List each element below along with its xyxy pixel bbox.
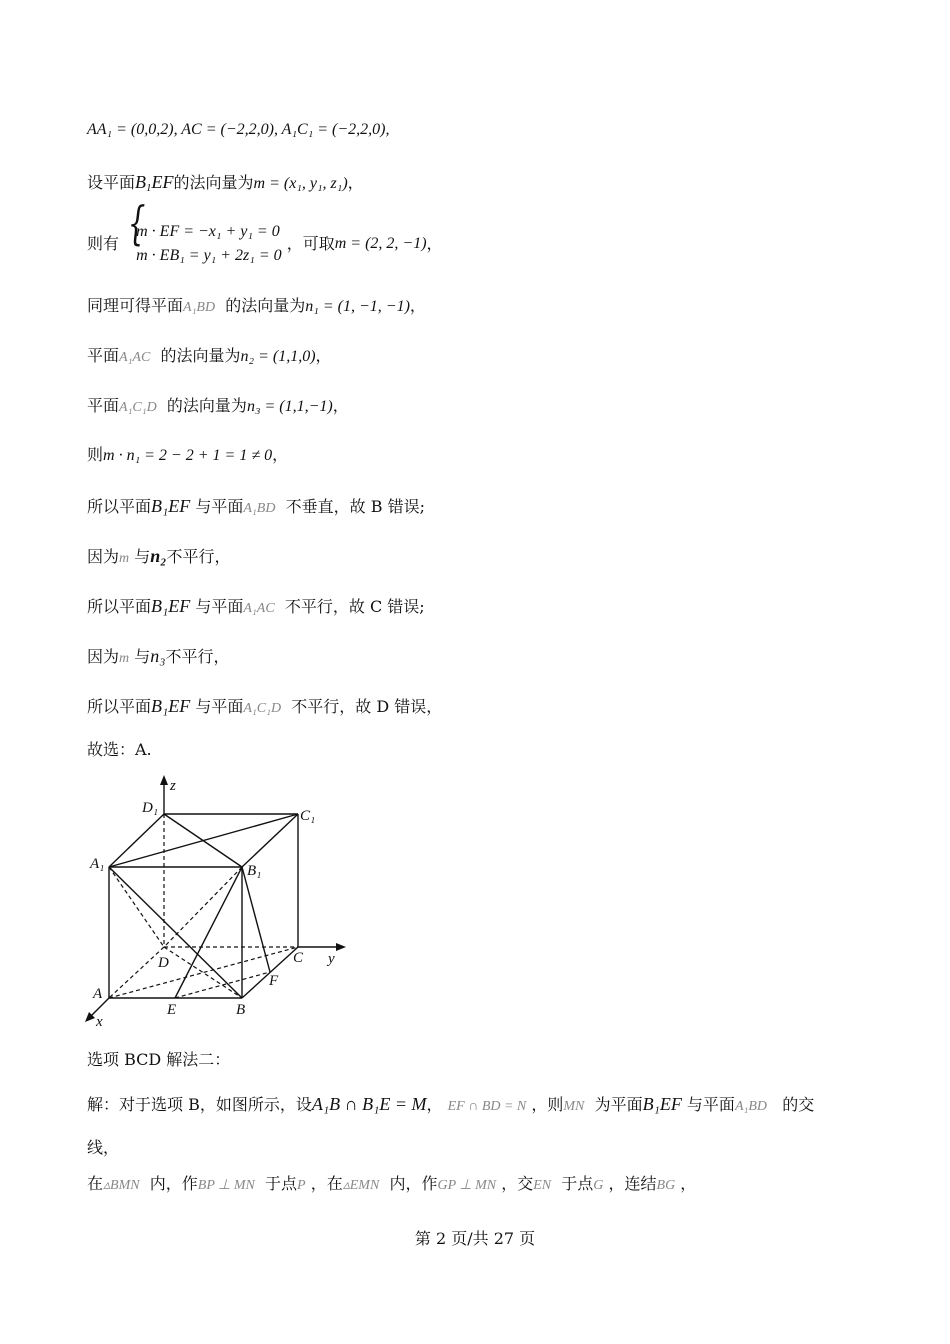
text: 平面 (87, 396, 120, 415)
parallel-check-n2 (87, 544, 231, 571)
vector-n1: n₁ = (1, −1, −1) (305, 298, 410, 315)
text: 则 (87, 445, 104, 464)
text: ， (347, 173, 364, 192)
text: 与平面 (195, 497, 244, 516)
math-expr: BP ⊥ MN (197, 1178, 255, 1193)
vector-m-value: m = (2, 2, −1) (334, 235, 427, 252)
math-expr: ▵BMN (103, 1178, 140, 1193)
text: ， (680, 1174, 697, 1193)
text: 所以平面 (87, 597, 152, 616)
math-expr: G (593, 1178, 604, 1193)
text: ， (426, 234, 443, 253)
segment-a1b (109, 867, 242, 998)
text: ， (332, 396, 349, 415)
math-expr: A₁B ∩ B₁E = M (311, 1094, 427, 1114)
hidden-edge (109, 867, 164, 947)
text: 与平面 (195, 697, 244, 716)
label-e: E (167, 1002, 177, 1018)
normal-vector-n3 (87, 394, 349, 420)
conclusion-b (87, 494, 425, 521)
text: 平面 (87, 346, 120, 365)
text: ，连结 (608, 1174, 657, 1193)
label-f: F (269, 973, 279, 989)
math-expr: BG (656, 1178, 676, 1193)
text: 解：对于选项 B，如图所示，设 (87, 1095, 312, 1114)
solution-line-3 (87, 1172, 696, 1198)
vector-label: m (119, 651, 130, 666)
plane-label: A₁C₁D (243, 701, 282, 716)
text: 因为 (87, 647, 120, 666)
text: 于点 (265, 1174, 298, 1193)
text: ，交 (501, 1174, 534, 1193)
z-arrow (160, 775, 168, 785)
text: ， (315, 346, 332, 365)
dot-product: m · n₁ = 2 − 2 + 1 = 1 ≠ 0 (103, 447, 273, 464)
label-x: x (96, 1014, 103, 1030)
plane-label: B₁EF (151, 596, 191, 616)
label-a1: A₁ (90, 856, 105, 872)
math-expr: MN (563, 1099, 585, 1114)
vector-label: n₃ (150, 646, 166, 666)
method-two-heading: 选项 BCD 解法二： (87, 1050, 231, 1069)
plane-label: A₁AC (243, 601, 275, 616)
text: 不平行， (165, 647, 230, 666)
text: ， (409, 296, 426, 315)
text: 于点 (561, 1174, 594, 1193)
y-arrow (336, 943, 346, 951)
vector-label: n₂ (150, 546, 167, 566)
text: 的交 (782, 1095, 815, 1114)
text: 因为 (87, 547, 120, 566)
equation-1: { m · EF = −x₁ + y₁ = 0 (136, 223, 280, 240)
text: 的法向量为 (225, 296, 306, 315)
text: 的法向量为 (160, 346, 241, 365)
normal-vector-n2 (87, 344, 332, 370)
vector-line: AA₁ = (0,0,2), AC = (−2,2,0), A₁C₁ = (−2,2,0), (87, 121, 390, 138)
text: 设平面 (87, 173, 136, 192)
plane-label: A₁BD (243, 501, 276, 516)
equation-system-line (87, 220, 443, 268)
math-expr: P (297, 1178, 306, 1193)
text: 所以平面 (87, 697, 152, 716)
text: 不平行， (166, 547, 231, 566)
text: 不平行，故 D 错误， (291, 697, 443, 716)
solution-line-1 (87, 1092, 814, 1119)
label-a: A (93, 986, 103, 1002)
text: 所以平面 (87, 497, 152, 516)
equation-system (124, 220, 282, 268)
text: 的法向量为 (166, 396, 247, 415)
conclusion-c (87, 594, 425, 621)
math-expr: EF ∩ BD = N (447, 1099, 527, 1114)
text: 与 (134, 547, 151, 566)
text: 同理可得平面 (87, 296, 184, 315)
label-b: B (236, 1002, 246, 1018)
solution-line-2: 线， (87, 1138, 120, 1157)
cube-figure (82, 772, 352, 1034)
label-c1: C₁ (300, 808, 316, 824)
text: ， (272, 445, 289, 464)
plane-label: B₁EF (151, 496, 191, 516)
answer-line: 故选：A. (87, 740, 152, 759)
page-footer: 第 2 页/共 27 页 (414, 1229, 536, 1248)
math-expr: EN (533, 1178, 552, 1193)
label-d: D (158, 955, 169, 971)
segment-b1e (175, 867, 242, 998)
math-expr: B₁EF (642, 1094, 682, 1114)
text: 与平面 (195, 597, 244, 616)
text: ，在 (310, 1174, 343, 1193)
text: 则有 (87, 234, 120, 253)
label-z: z (170, 778, 176, 794)
vector-n2: n₂ = (1,1,0) (240, 348, 316, 365)
hidden-edge (164, 867, 242, 947)
diagonal (164, 814, 242, 867)
text: 为平面 (594, 1095, 643, 1114)
conclusion-d (87, 694, 442, 721)
text: 不平行，故 C 错误; (284, 597, 425, 616)
text: 的法向量为 (173, 173, 254, 192)
vector-n3: n₃ = (1,1,−1) (246, 398, 333, 415)
plane-label: A₁AC (119, 350, 151, 365)
text: 内，作 (149, 1174, 198, 1193)
plane-label: A₁C₁D (119, 400, 157, 415)
plane-label: $B_1EF$ (135, 172, 174, 194)
text: ， (426, 1095, 443, 1114)
text: 与平面 (686, 1095, 735, 1114)
label-c: C (293, 950, 304, 966)
math-expr: A₁BD (734, 1099, 768, 1114)
vector-m: m = (x₁, y₁, z₁) (253, 175, 348, 192)
normal-vector-n1 (87, 294, 426, 320)
text: ，可取 (286, 234, 335, 253)
text: ，则 (531, 1095, 564, 1114)
math-expr: GP ⊥ MN (437, 1178, 497, 1193)
plane-label: A₁BD (183, 300, 216, 315)
vector-label: m (119, 551, 130, 566)
text: 不垂直，故 B 错误; (285, 497, 425, 516)
label-y: y (328, 951, 335, 967)
text: 内，作 (389, 1174, 438, 1193)
text: 与 (134, 647, 151, 666)
label-b1: B₁ (247, 863, 262, 879)
math-expr: ▵EMN (342, 1178, 380, 1193)
parallel-check-n3 (87, 644, 230, 671)
equation-2: m · EB₁ = y₁ + 2z₁ = 0 (136, 247, 282, 264)
text: 在 (87, 1174, 104, 1193)
plane-label: B₁EF (151, 696, 191, 716)
dot-product-line (87, 443, 288, 468)
label-d1: D₁ (142, 800, 159, 816)
